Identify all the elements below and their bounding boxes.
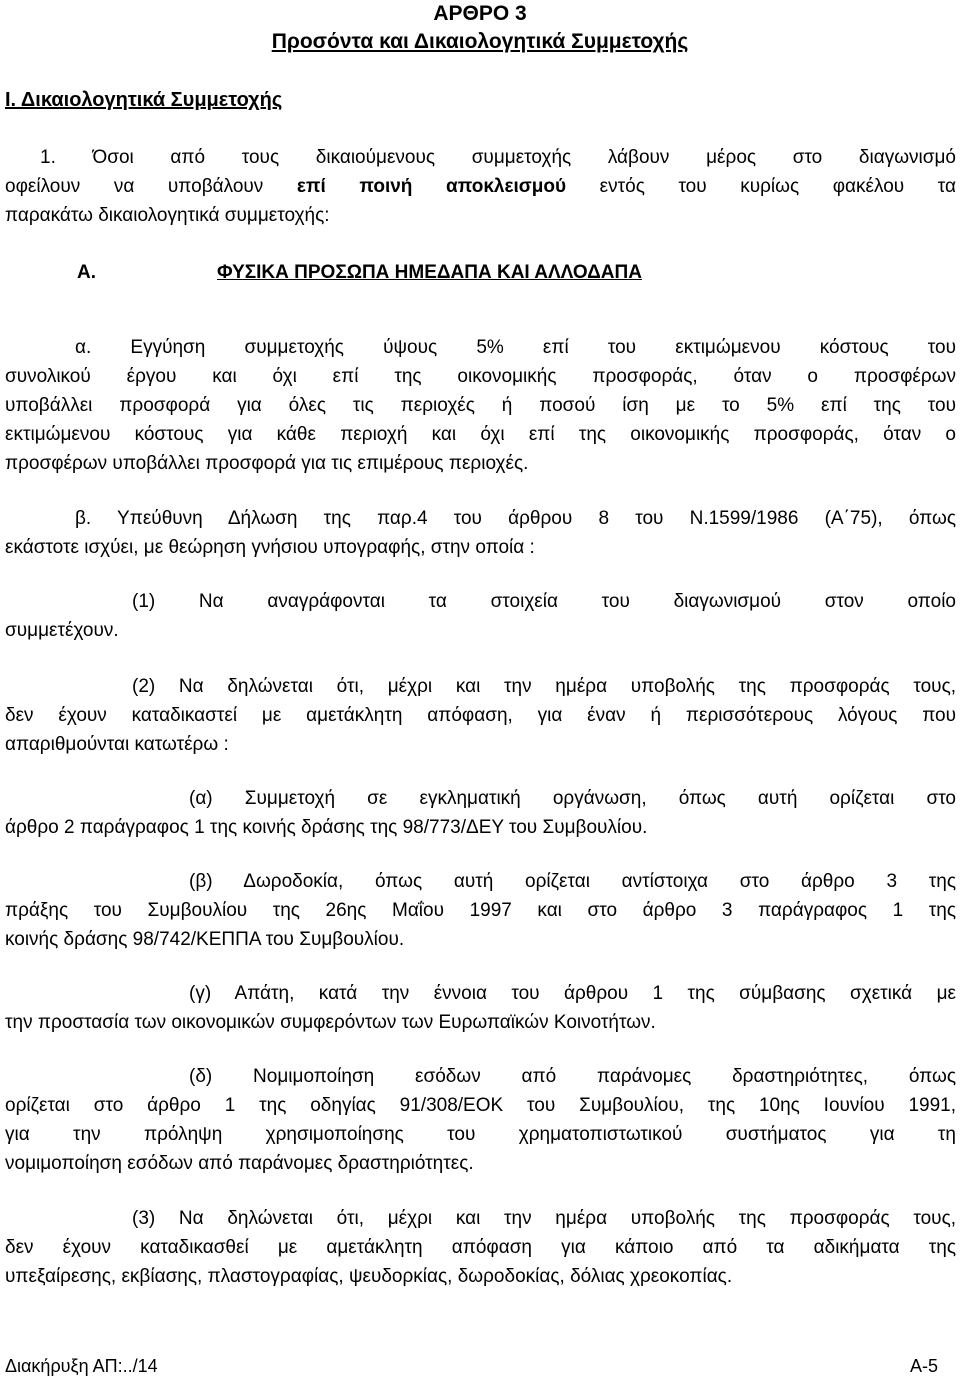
footer-document-ref: Διακήρυξη ΑΠ:../14 xyxy=(5,1356,158,1376)
footer-page-number: Α-5 xyxy=(909,1356,938,1376)
article-title: Προσόντα και Δικαιολογητικά Συμμετοχής xyxy=(271,30,689,53)
subheading-natural-persons: Α. ΦΥΣΙΚΑ ΠΡΟΣΩΠΑ ΗΜΕΔΑΠΑ ΚΑΙ ΑΛΛΟΔΑΠΑ xyxy=(77,262,642,283)
article-number: ΑΡΘΡΟ 3 xyxy=(433,2,527,25)
section-heading: Ι. Δικαιολογητικά Συμμετοχής xyxy=(5,89,283,111)
